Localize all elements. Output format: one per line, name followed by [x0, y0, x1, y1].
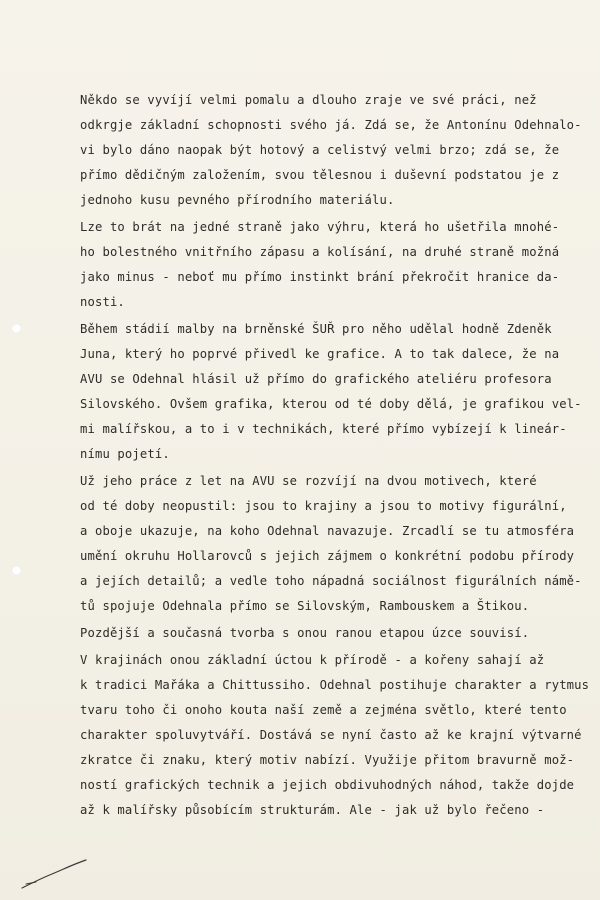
text-line: jako minus - neboť mu přímo instinkt brání překročit hranice da-: [80, 270, 560, 284]
text-line: tvaru toho či onoho kouta naší země a zejména světlo, které tento: [80, 703, 567, 717]
text-line: odkrgje základní schopnosti svého já. Zdá se, že Antonínu Odehnalo-: [80, 118, 582, 132]
text-line: charakter spoluvytváří. Dostává se nyní často až ke krajní výtvarné: [80, 728, 582, 742]
text-line: až k malířsky působícím strukturám. Ale - jak už bylo řečeno -: [80, 803, 545, 817]
text-line: vi bylo dáno naopak být hotový a celistvý velmi brzo; zdá se, že: [80, 143, 560, 157]
text-line: nosti.: [80, 295, 125, 309]
text-line: a jejích detailů; a vedle toho nápadná sociálnost figurálních námě-: [80, 574, 582, 588]
text-line: k tradici Mařáka a Chittussiho. Odehnal postihuje charakter a rytmus: [80, 678, 590, 692]
text-line: ho bolestného vnitřního zápasu a kolísání, na druhé straně možná: [80, 245, 560, 259]
text-line: Už jeho práce z let na AVU se rozvíjí na dvou motivech, které: [80, 474, 537, 488]
text-line: přímo dědičným založením, svou tělesnou i duševní podstatou je z: [80, 168, 560, 182]
text-line: Během stádií malby na brněnské ŠUŘ pro něho udělal hodně Zdeněk: [80, 322, 552, 336]
text-line: Silovského. Ovšem grafika, kterou od té doby dělá, je grafikou vel-: [80, 397, 582, 411]
text-line: jednoho kusu pevného přírodního materiálu.: [80, 193, 395, 207]
text-line: tů spojuje Odehnala přímo se Silovským, Rambouskem a Štikou.: [80, 599, 530, 613]
text-line: mi malířskou, a to i v technikách, které přímo vybízejí k lineár-: [80, 422, 567, 436]
text-line: Pozdější a současná tvorba s onou ranou etapou úzce souvisí.: [80, 626, 530, 640]
text-line: Lze to brát na jedné straně jako výhru, která ho ušetřila mnohé-: [80, 220, 560, 234]
text-line: AVU se Odehnal hlásil už přímo do grafického ateliéru profesora: [80, 372, 552, 386]
text-line: V krajinách onou základní úctou k přírodě - a kořeny sahají až: [80, 653, 545, 667]
text-line: Někdo se vyvíjí velmi pomalu a dlouho zraje ve své práci, než: [80, 93, 537, 107]
text-line: Juna, který ho poprvé přivedl ke grafice. A to tak dalece, že na: [80, 347, 560, 361]
text-line: ností grafických technik a jejich obdivuhodných náhod, takže dojde: [80, 778, 575, 792]
text-line: zkratce či znaku, který motiv nabízí. Využije přitom bravurně mož-: [80, 753, 575, 767]
text-line: a obojе ukazuje, na koho Odehnal navazuje. Zrcadlí se tu atmosféra: [80, 524, 575, 538]
text-line: nímu pojetí.: [80, 447, 170, 461]
pen-mark: [20, 852, 90, 892]
text-line: umění okruhu Hollarovců s jejich zájmem o konkrétní podobu přírody: [80, 549, 575, 563]
text-line: od té doby neopustil: jsou to krajiny a jsou to motivy figurální,: [80, 499, 567, 513]
